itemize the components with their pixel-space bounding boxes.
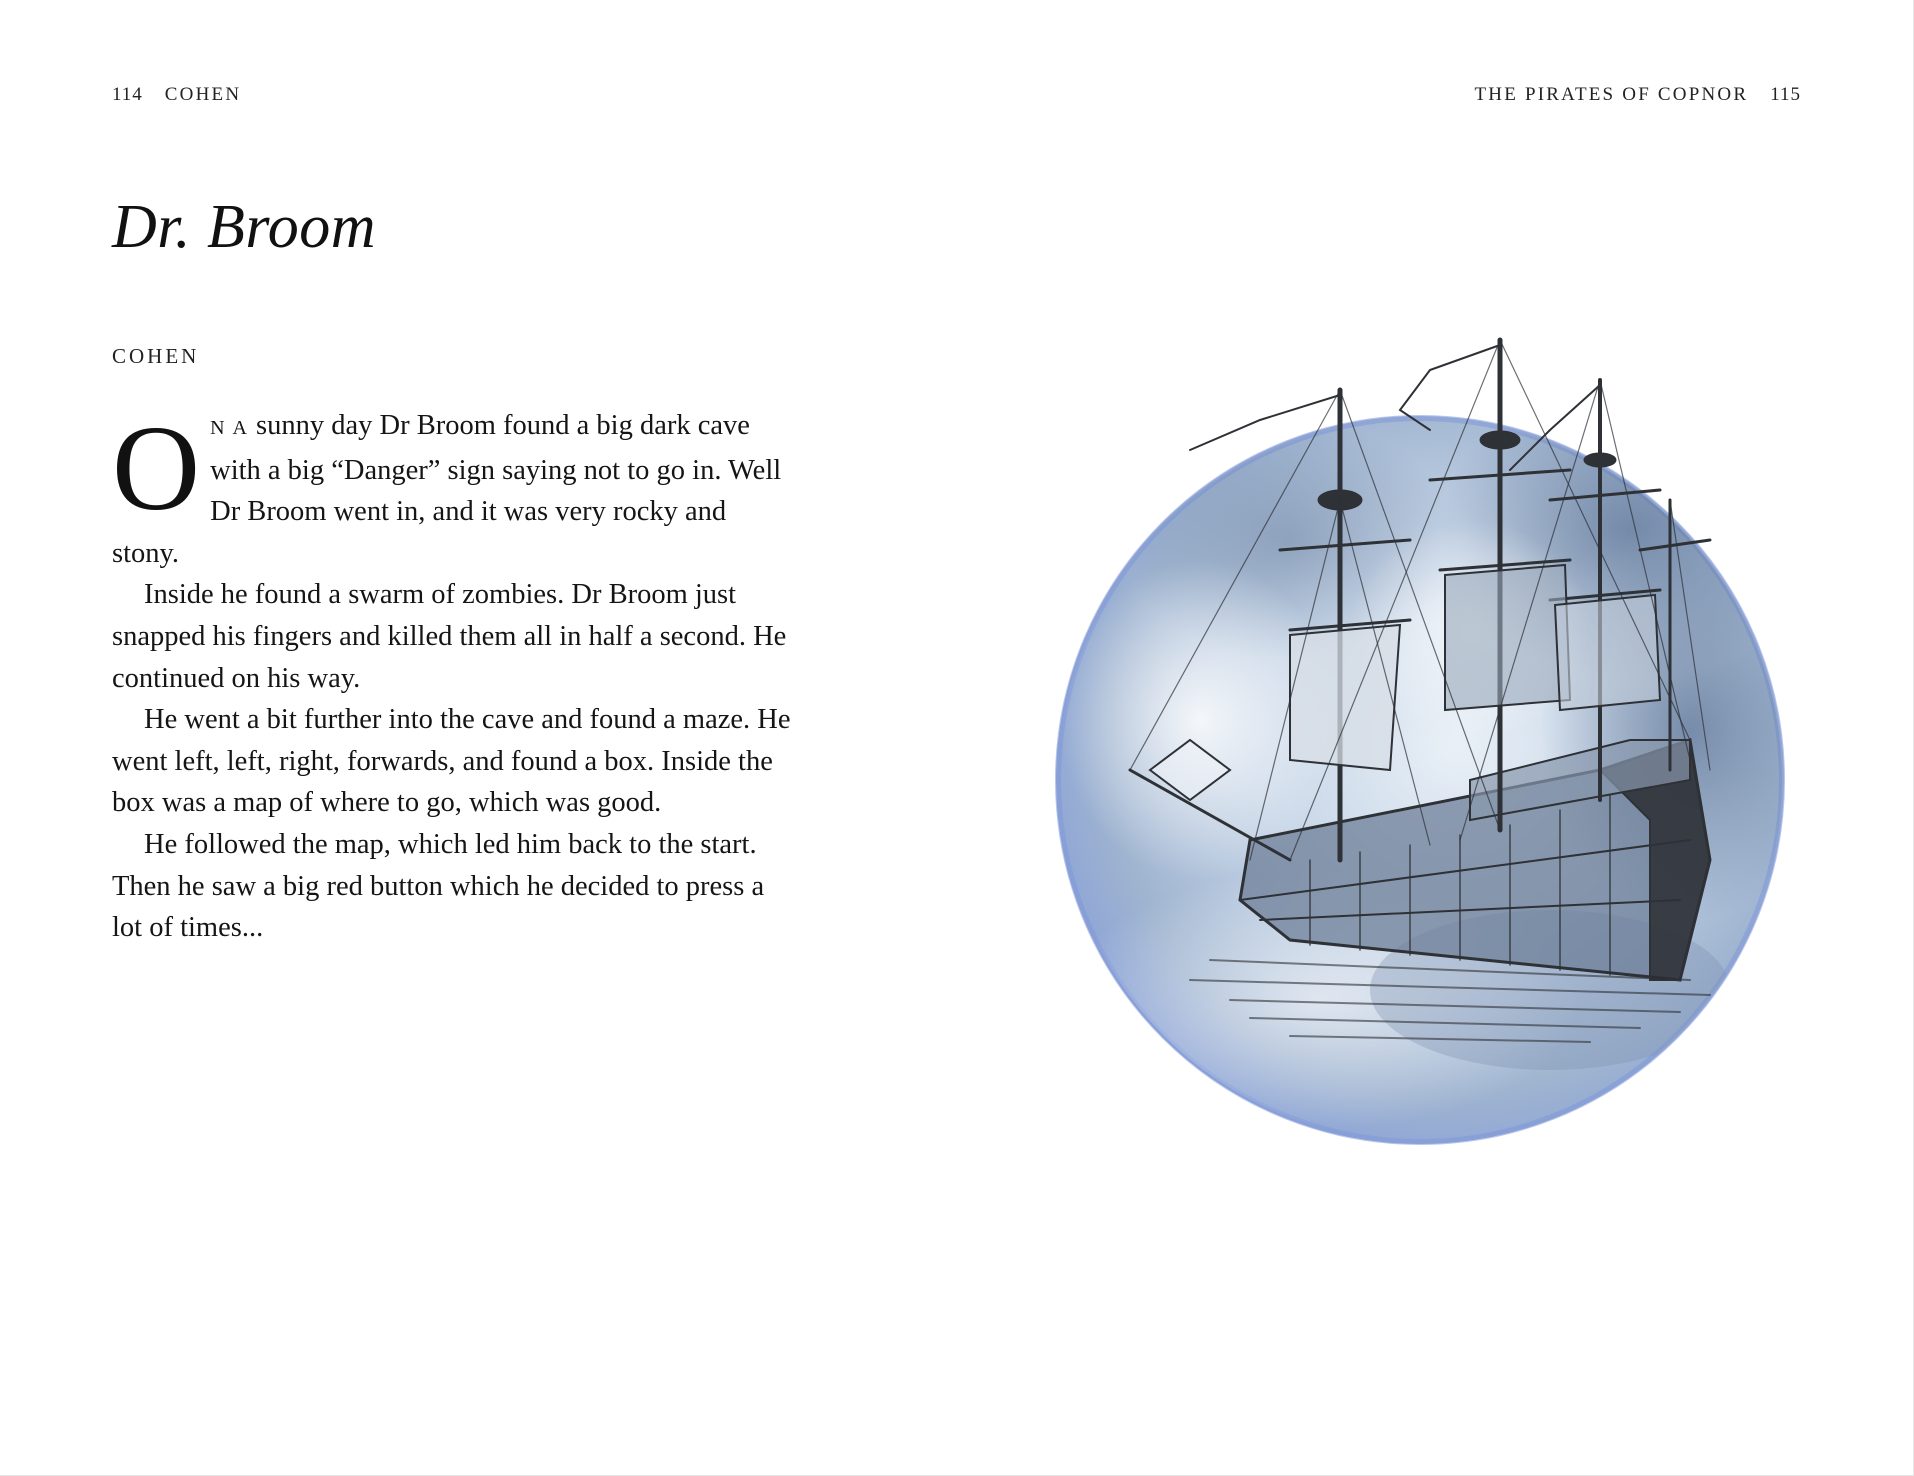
lead-small-caps: N A: [210, 417, 249, 439]
ship-moon-illustration: [990, 300, 1890, 1240]
paragraph-1-text: sunny day Dr Broom found a big dark cave with a big “Danger” sign saying not to go in. Well Dr Broom went in, and it was very rocky and stony.: [112, 410, 782, 569]
story-paragraph-4: He followed the map, which led him back to the start. Then he saw a big red button which he decided to press a lot of times...: [112, 828, 765, 944]
story-paragraph-1: [112, 401, 792, 574]
story-body: [112, 401, 792, 949]
story-title: Dr. Broom: [112, 193, 377, 261]
drop-cap: O: [112, 401, 201, 536]
story-paragraph-3: He went a bit further into the cave and found a maze. He went left, left, right, forwards, and found a box. Inside the box was a map of where to go, which was good.: [112, 704, 791, 819]
left-running-head: [112, 84, 241, 106]
story-paragraph-2: Inside he found a swarm of zombies. Dr Broom just snapped his fingers and killed them all in half a second. He continued on his way.: [112, 579, 787, 694]
right-running-head: [1474, 84, 1801, 106]
right-page-number: 115: [1770, 84, 1801, 105]
story-author: COHEN: [112, 344, 200, 368]
right-running-head-text: THE PIRATES OF COPNOR: [1474, 84, 1749, 105]
left-page-number: 114: [112, 84, 143, 105]
left-running-head-text: COHEN: [164, 84, 242, 105]
